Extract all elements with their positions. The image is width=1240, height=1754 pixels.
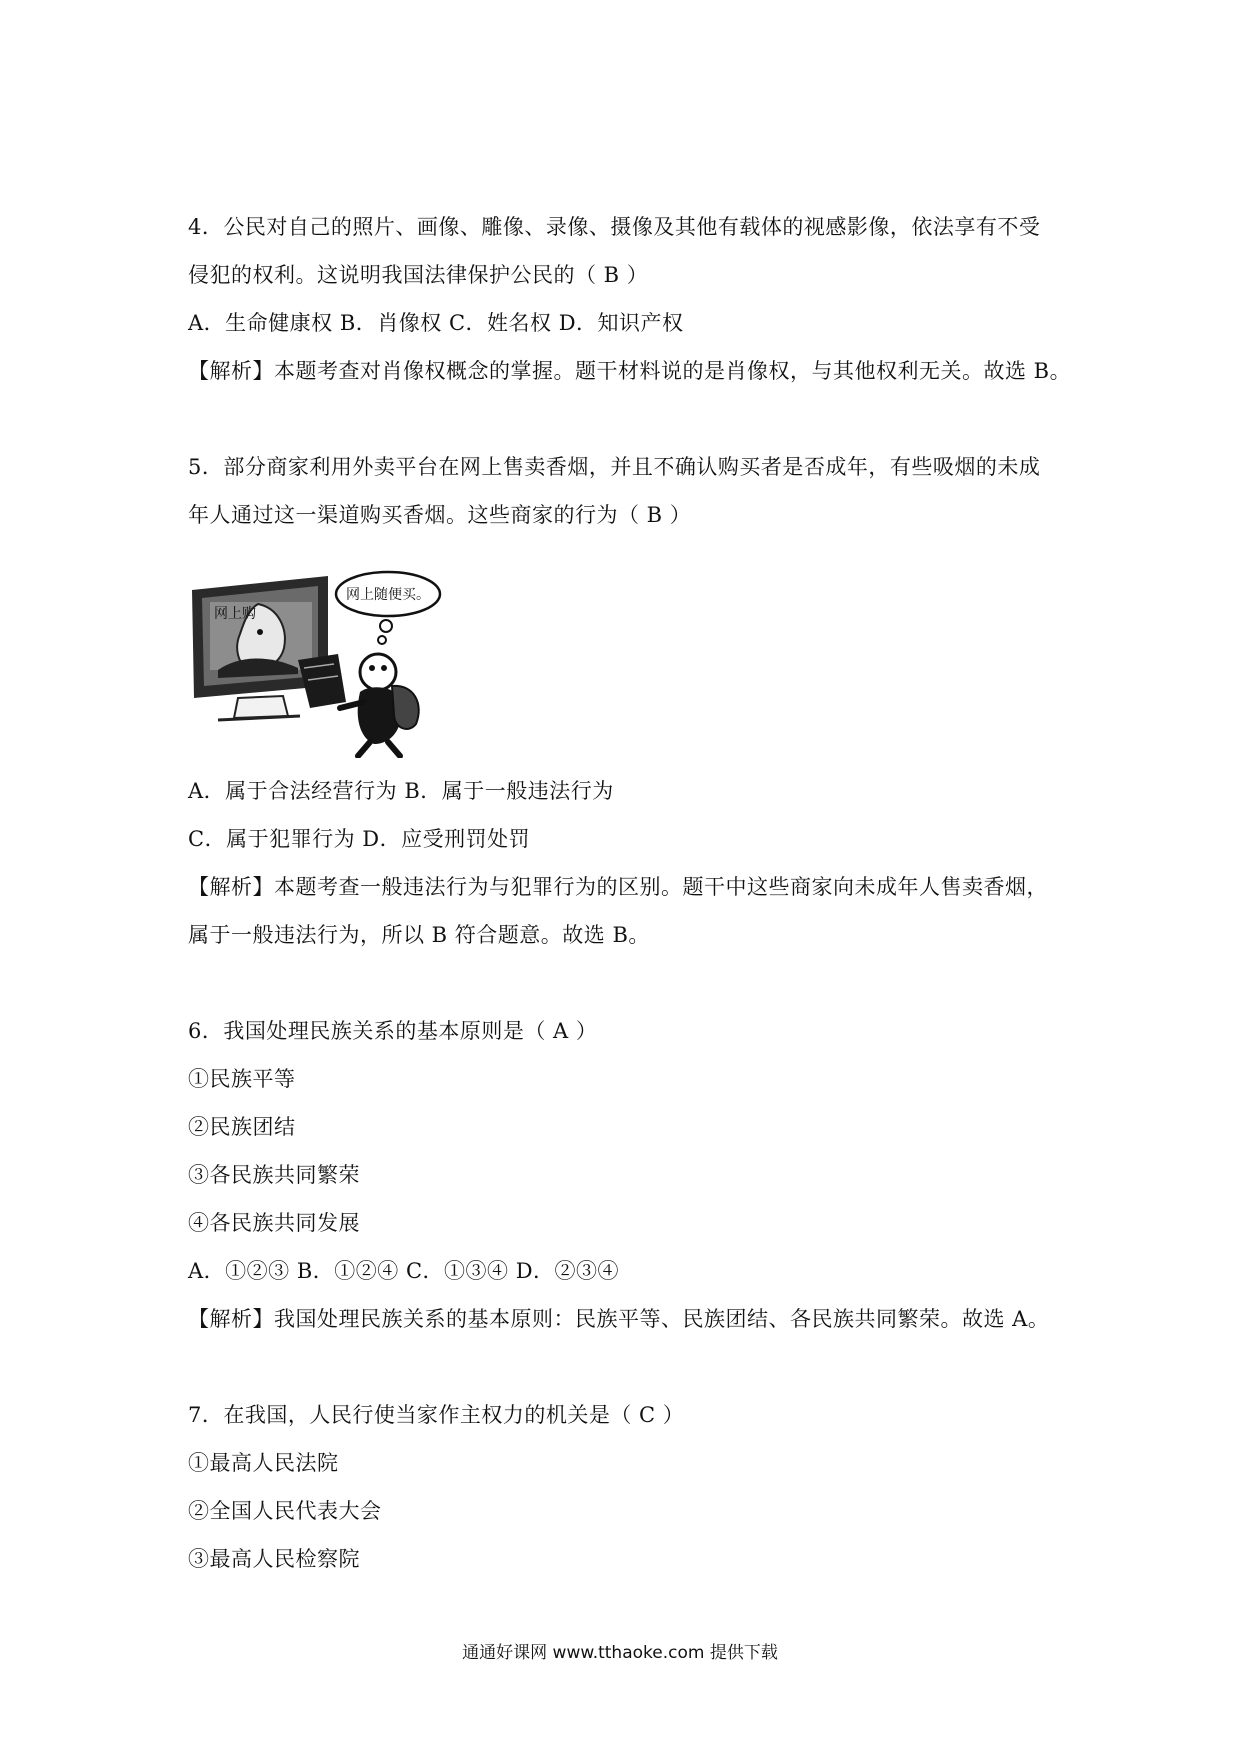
screen-text: 网上购 (214, 606, 256, 622)
q5-stem-line-1: 5．部分商家利用外卖平台在网上售卖香烟，并且不确认购买者是否成年，有些吸烟的未成 (188, 455, 1041, 479)
q6-item-2: ②民族团结 (188, 1115, 296, 1139)
thought-bubble (336, 572, 440, 644)
q6-item-4: ④各民族共同发展 (188, 1211, 360, 1235)
q7-stem: 7．在我国，人民行使当家作主权力的机关是（ C ） (188, 1403, 685, 1427)
q7-item-1: ①最高人民法院 (188, 1451, 339, 1475)
bubble-text: 网上随便买。 (346, 587, 430, 603)
page-footer: 通通好课网 www.tthaoke.com 提供下载 (462, 1643, 778, 1663)
q6-stem: 6．我国处理民族关系的基本原则是（ A ） (188, 1019, 598, 1043)
q7-item-2: ②全国人民代表大会 (188, 1499, 382, 1523)
q6-item-3: ③各民族共同繁荣 (188, 1163, 360, 1187)
cartoon-illustration (188, 568, 468, 758)
q4-options: A．生命健康权 B．肖像权 C．姓名权 D．知识产权 (188, 311, 684, 335)
q6-options: A．①②③ B．①②④ C．①③④ D．②③④ (188, 1259, 620, 1283)
q4-analysis: 【解析】本题考查对肖像权概念的掌握。题干材料说的是肖像权，与其他权利无关。故选 B。 (188, 359, 1072, 383)
q5-options-line-2: C．属于犯罪行为 D．应受刑罚处罚 (188, 827, 531, 851)
hand-with-phone-icon (298, 654, 346, 708)
q6-analysis: 【解析】我国处理民族关系的基本原则：民族平等、民族团结、各民族共同繁荣。故选 A。 (188, 1307, 1050, 1331)
q5-stem-line-2: 年人通过这一渠道购买香烟。这些商家的行为（ B ） (188, 503, 692, 527)
q5-analysis-line-1: 【解析】本题考查一般违法行为与犯罪行为的区别。题干中这些商家向未成年人售卖香烟， (188, 875, 1048, 899)
q5-options-line-1: A．属于合法经营行为 B．属于一般违法行为 (188, 779, 614, 803)
q4-stem-line-1: 4．公民对自己的照片、画像、雕像、录像、摄像及其他有载体的视感影像，依法享有不受 (188, 215, 1041, 239)
q5-analysis-line-2: 属于一般违法行为，所以 B 符合题意。故选 B。 (188, 923, 650, 947)
q6-item-1: ①民族平等 (188, 1067, 296, 1091)
q4-stem-line-2: 侵犯的权利。这说明我国法律保护公民的（ B ） (188, 263, 649, 287)
q7-item-3: ③最高人民检察院 (188, 1547, 360, 1571)
kid-figure-icon (340, 654, 419, 756)
